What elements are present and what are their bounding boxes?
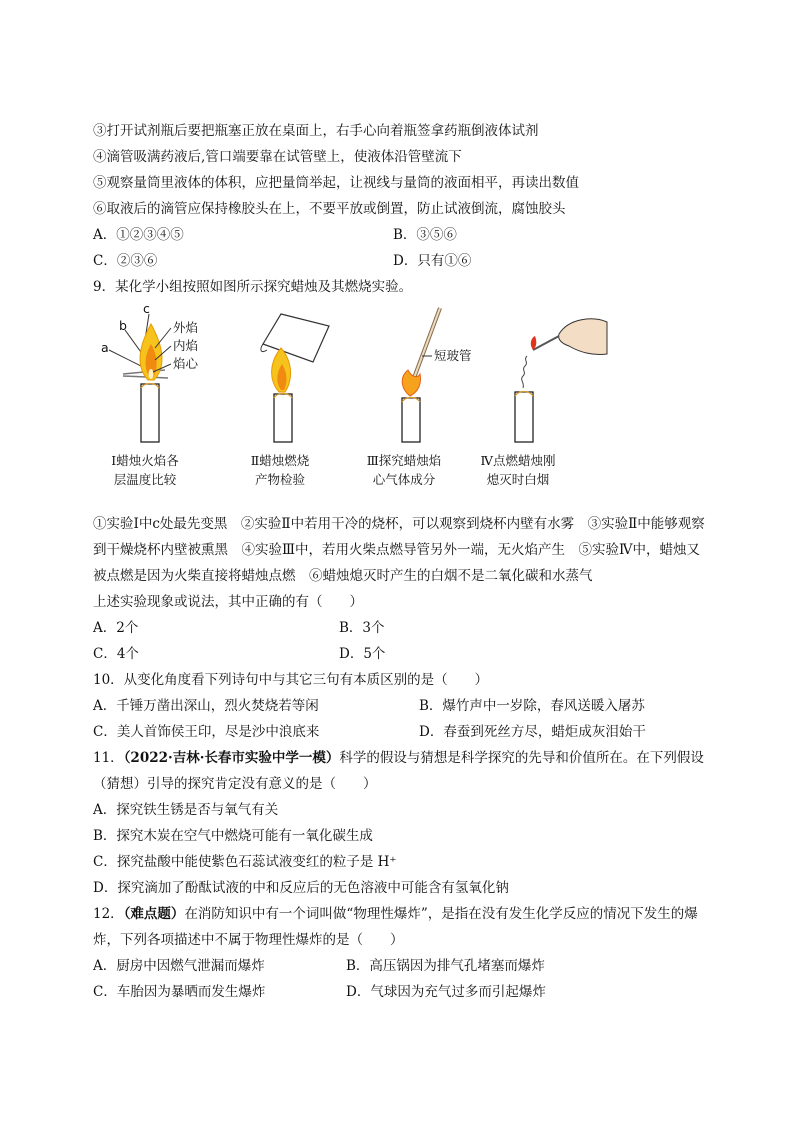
caption-fig-2-line-1: Ⅱ蜡烛燃烧 (250, 453, 310, 468)
label-a: a (101, 340, 109, 355)
q11-number: 11． (93, 750, 124, 766)
q10-stem: 10．从变化角度看下列诗句中与其它三句有本质区别的是（ ） (93, 672, 489, 688)
q12-option-d[interactable]: D．气球因为充气过多而引起爆炸 (346, 984, 546, 1000)
q10-option-a[interactable]: A．千锤万凿出深山，烈火焚烧若等闲 (93, 698, 319, 714)
label-b: b (119, 318, 127, 333)
q8-item-3: ③打开试剂瓶后要把瓶塞正放在桌面上，右手心向着瓶签拿药瓶倒液体试剂 (93, 123, 539, 139)
q8-options-row-2 (93, 248, 713, 274)
q11-stem-block (93, 745, 705, 797)
q8-item-4: ④滴管吸满药液后,管口端要靠在试管壁上，使液体沿管壁流下 (93, 149, 462, 165)
candle-flame-layers-figure (93, 304, 223, 444)
q8-option-a[interactable]: A．①②③④⑤ (93, 227, 184, 243)
q8-item-5: ⑤观察量筒里液体的体积，应把量筒举起，让视线与量筒的液面相平，再读出数值 (93, 175, 579, 191)
glass-tube-candle-figure (388, 304, 508, 444)
caption-fig-3-line-2: 心气体成分 (372, 472, 436, 487)
q9-statements: ①实验Ⅰ中c处最先变黑 ②实验Ⅱ中若用干冷的烧杯，可以观察到烧杯内壁有水雾 ③实验Ⅱ中能够观察到干燥烧杯内壁被熏黑 ④实验Ⅲ中，若用火柴点燃导管另外一端，无火焰产生 ⑤实验Ⅳ中，蜡烛又被点燃是因为火柴直接将蜡烛点燃 ⑥蜡烛熄灭时产生的白烟不是二氧化碳和水蒸气 (93, 516, 705, 584)
caption-fig-1-line-2: 层温度比较 (113, 472, 177, 487)
q10-option-c[interactable]: C．美人首饰侯王印，尽是沙中浪底来 (93, 724, 320, 740)
caption-fig-1-line-1: Ⅰ蜡烛火焰各 (111, 453, 179, 468)
q12-option-a[interactable]: A．厨房中因燃气泄漏而爆炸 (93, 958, 265, 974)
label-inner-flame: 内焰 (173, 338, 199, 353)
q11-stem: 科学的假设与猜想是科学探究的先导和价值所在。在下列假设（猜想）引导的探究肯定没有意义的是（ ） (93, 750, 704, 792)
caption-fig-4-line-1: Ⅳ点燃蜡烛刚 (480, 453, 556, 468)
beaker-over-candle-figure (253, 304, 353, 444)
q12-options-row-1 (93, 953, 713, 979)
q11-option-c[interactable]: C．探究盐酸中能使紫色石蕊试液变红的粒子是 H⁺ (93, 854, 397, 870)
q9-option-d[interactable]: D．5个 (339, 646, 386, 662)
label-short-tube: 短玻管 (434, 348, 472, 363)
q12-stem-block (93, 901, 705, 953)
q10-option-b[interactable]: B．爆竹声中一岁除，春风送暖入屠苏 (419, 698, 645, 714)
q11-source: （2022·吉林·长春市实验中学一模） (123, 750, 340, 766)
label-flame-core: 焰心 (173, 356, 199, 371)
label-c: c (143, 304, 150, 316)
q11-option-d[interactable]: D．探究滴加了酚酞试液的中和反应后的无色溶液中可能含有氢氧化钠 (93, 880, 509, 896)
caption-fig-1 (90, 451, 200, 489)
q12-option-c[interactable]: C．车胎因为暴晒而发生爆炸 (93, 984, 266, 1000)
q9-figures (93, 304, 713, 509)
q12-tag: （难点题） (123, 906, 185, 922)
q9-stem: 9．某化学小组按照如图所示探究蜡烛及其燃烧实验。 (93, 279, 413, 295)
label-outer-flame: 外焰 (173, 320, 199, 335)
q9-options-row-1 (93, 615, 713, 641)
q9-question: 上述实验现象或说法，其中正确的有（ ） (93, 594, 363, 610)
caption-fig-4 (463, 451, 573, 489)
q10-options-row-2 (93, 719, 713, 745)
caption-fig-3 (349, 451, 459, 489)
caption-fig-3-line-1: Ⅲ探究蜡烛焰 (366, 453, 442, 468)
q9-option-b[interactable]: B．3个 (339, 620, 385, 636)
caption-fig-2-line-2: 产物检验 (254, 472, 305, 487)
relight-candle-smoke-figure (503, 304, 613, 444)
q12-number: 12． (93, 906, 124, 922)
q10-option-d[interactable]: D．春蚕到死丝方尽，蜡炬成灰泪始干 (419, 724, 646, 740)
q11-option-a[interactable]: A．探究铁生锈是否与氧气有关 (93, 802, 279, 818)
q12-option-b[interactable]: B．高压锅因为排气孔堵塞而爆炸 (346, 958, 545, 974)
q10-options-row-1 (93, 693, 713, 719)
caption-fig-2 (225, 451, 335, 489)
q8-option-d[interactable]: D．只有①⑥ (393, 253, 472, 269)
caption-fig-4-line-2: 熄灭时白烟 (486, 472, 550, 487)
q8-options-row-1 (93, 222, 713, 248)
q8-option-b[interactable]: B．③⑤⑥ (393, 227, 457, 243)
q11-option-b[interactable]: B．探究木炭在空气中燃烧可能有一氧化碳生成 (93, 828, 373, 844)
q12-stem: 在消防知识中有一个词叫做“物理性爆炸”，是指在没有发生化学反应的情况下发生的爆炸，下列各项描述中不属于物理性爆炸的是（ ） (93, 906, 698, 948)
q8-option-c[interactable]: C．②③⑥ (93, 253, 158, 269)
q9-option-c[interactable]: C．4个 (93, 646, 139, 662)
q8-item-6: ⑥取液后的滴管应保持橡胶头在上，不要平放或倒置，防止试液倒流，腐蚀胶头 (93, 201, 566, 217)
q9-options-row-2 (93, 641, 713, 667)
exam-page (93, 118, 713, 1005)
q9-option-a[interactable]: A．2个 (93, 620, 139, 636)
q12-options-row-2 (93, 979, 713, 1005)
